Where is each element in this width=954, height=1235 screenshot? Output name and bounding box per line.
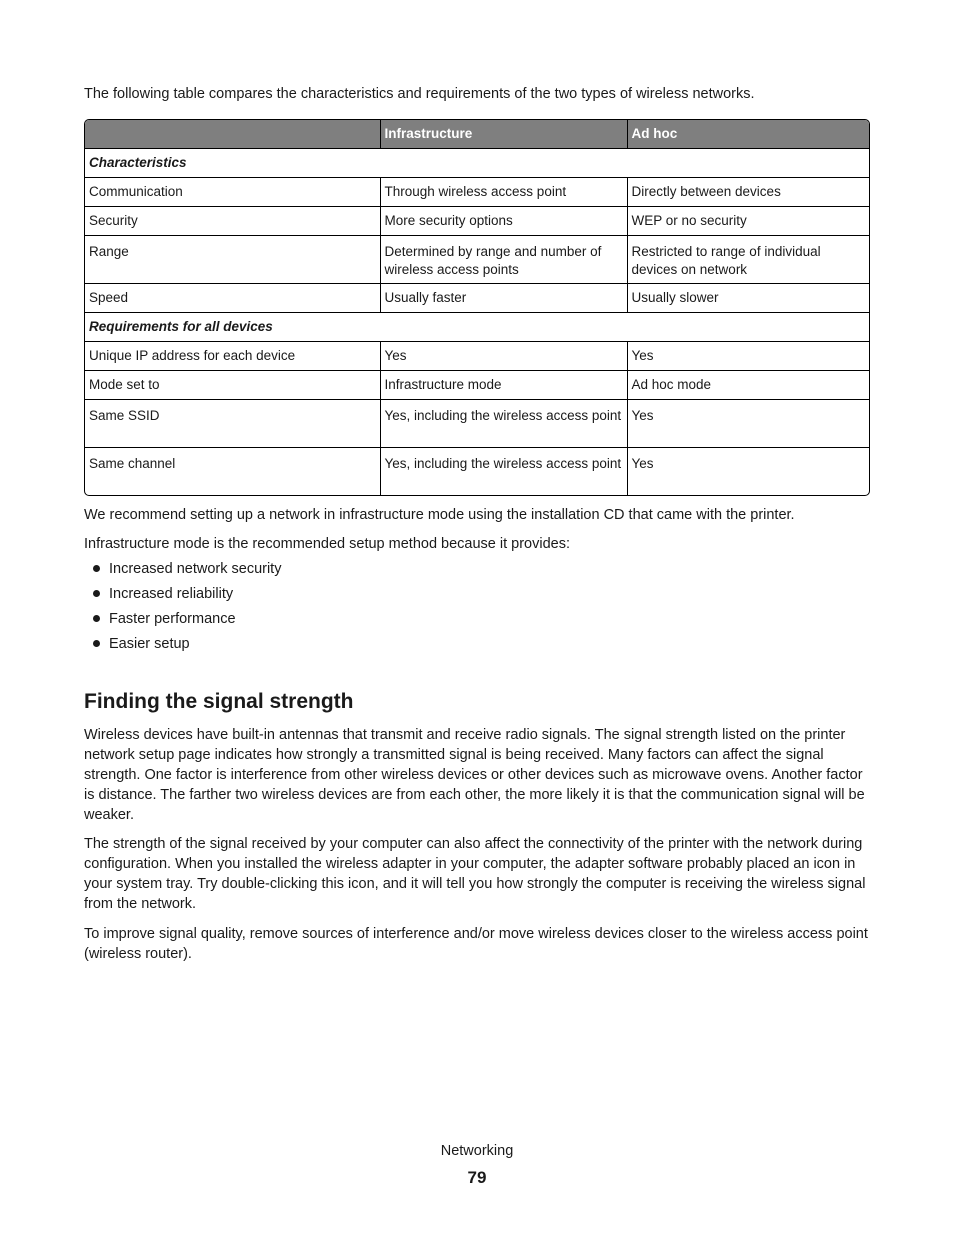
header-cell-infrastructure: Infrastructure (380, 120, 627, 149)
list-item (84, 609, 281, 634)
row-label: Security (85, 207, 380, 236)
table-row (85, 178, 869, 207)
row-label: Same SSID (85, 400, 380, 448)
section-heading: Finding the signal strength (84, 690, 354, 713)
adhoc-cell: Yes (627, 400, 869, 448)
list-item (84, 634, 281, 659)
row-label: Communication (85, 178, 380, 207)
row-label: Same channel (85, 448, 380, 496)
network-comparison-table (84, 119, 870, 496)
bullet-icon (93, 565, 100, 572)
list-item (84, 559, 281, 584)
table-row (85, 400, 869, 448)
benefits-list (84, 559, 281, 659)
adhoc-cell: Usually slower (627, 284, 869, 313)
list-item-text: Increased network security (109, 561, 282, 577)
list-item-text: Increased reliability (109, 586, 234, 602)
table-header-row (85, 120, 869, 149)
infrastructure-cell: Determined by range and number of wireless access points (380, 236, 627, 284)
bullet-icon (93, 640, 100, 647)
infrastructure-cell: Yes (380, 342, 627, 371)
infrastructure-cell: Usually faster (380, 284, 627, 313)
adhoc-cell: Ad hoc mode (627, 371, 869, 400)
adhoc-cell: Yes (627, 448, 869, 496)
infrastructure-cell: More security options (380, 207, 627, 236)
body-paragraph: Wireless devices have built-in antennas that transmit and receive radio signals. The signal strength listed on the printer network setup page indicates how strongly a transmitted signal is being received. Many factors can affect the signal strength. One factor is interference from other wireless devices or other devices such as microwave ovens. Another factor is distance. The farther two wireless devices are from each other, the more likely it is that the communication signal will be weaker. (84, 727, 865, 823)
table-row (85, 284, 869, 313)
bullet-icon (93, 615, 100, 622)
bullet-icon (93, 590, 100, 597)
row-label: Mode set to (85, 371, 380, 400)
table-row (85, 448, 869, 496)
row-label: Speed (85, 284, 380, 313)
adhoc-cell: WEP or no security (627, 207, 869, 236)
adhoc-cell: Restricted to range of individual devices on network (627, 236, 869, 284)
list-item (84, 584, 281, 609)
section-characteristics: Characteristics (85, 149, 869, 178)
list-item-text: Easier setup (109, 636, 190, 652)
list-item-text: Faster performance (109, 611, 236, 627)
table-row (85, 207, 869, 236)
body-paragraph: The strength of the signal received by your computer can also affect the connectivity of the printer with the network during configuration. When you installed the wireless adapter in your computer, the adapter software probably placed an icon in your system tray. Try double-clicking this icon, and it will tell you how strongly the computer is receiving the wireless signal from the network. (84, 836, 866, 912)
page-number: 79 (467, 1168, 487, 1187)
table-row (85, 342, 869, 371)
header-cell-blank (85, 120, 380, 149)
header-cell-adhoc: Ad hoc (627, 120, 869, 149)
infrastructure-cell: Infrastructure mode (380, 371, 627, 400)
section-requirements: Requirements for all devices (85, 313, 869, 342)
table-row (85, 236, 869, 284)
infrastructure-cell: Yes, including the wireless access point (380, 400, 627, 448)
intro-text: The following table compares the characteristics and requirements of the two types of wireless networks. (84, 86, 755, 102)
footer-section-name: Networking (440, 1143, 514, 1159)
section-row (85, 149, 869, 178)
adhoc-cell: Directly between devices (627, 178, 869, 207)
row-label: Unique IP address for each device (85, 342, 380, 371)
infra-provides-text: Infrastructure mode is the recommended setup method because it provides: (84, 536, 571, 552)
body-paragraph: To improve signal quality, remove sources of interference and/or move wireless devices closer to the wireless access point (wireless router). (84, 926, 868, 962)
infrastructure-cell: Through wireless access point (380, 178, 627, 207)
infrastructure-cell: Yes, including the wireless access point (380, 448, 627, 496)
table-row (85, 371, 869, 400)
adhoc-cell: Yes (627, 342, 869, 371)
row-label: Range (85, 236, 380, 284)
section-row (85, 313, 869, 342)
recommend-text: We recommend setting up a network in infrastructure mode using the installation CD that came with the printer. (84, 507, 795, 523)
